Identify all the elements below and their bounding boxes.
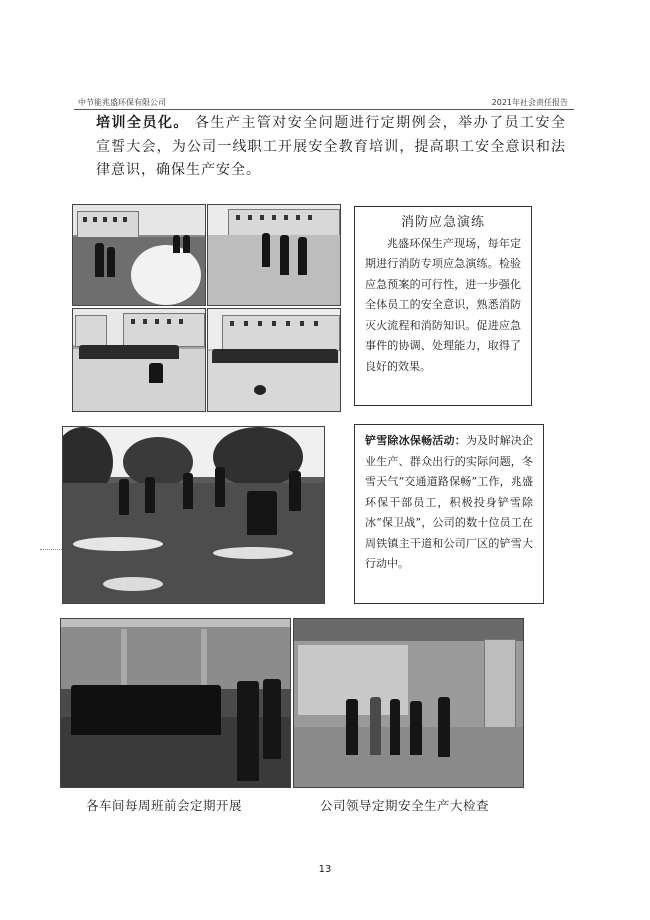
caption-workshop-meeting: 各车间每周班前会定期开展: [86, 798, 243, 813]
snow-clearing-photo: [62, 426, 325, 604]
intro-paragraph: [96, 112, 566, 183]
workshop-meeting-photo: [60, 618, 291, 788]
safety-inspection-photo: [293, 618, 524, 788]
header-divider: [74, 109, 574, 110]
header-report-title: 2021年社会责任报告: [491, 98, 568, 107]
fire-drill-title: 消防应急演练: [400, 215, 485, 230]
snow-clearing-box: [354, 424, 544, 604]
header-company: 中节能兆盛环保有限公司: [78, 98, 166, 107]
margin-mark: [40, 549, 62, 550]
page-number: 13: [318, 864, 332, 875]
intro-lead: 培训全员化。: [96, 115, 189, 131]
fire-drill-photo-4: [207, 308, 341, 412]
fire-drill-photo-3: [72, 308, 206, 412]
snow-clearing-text: [365, 431, 533, 575]
snow-clearing-lead: 铲雪除冰保畅活动：: [365, 434, 466, 447]
caption-safety-inspection: 公司领导定期安全生产大检查: [320, 798, 490, 813]
fire-drill-text: 兆盛环保生产现场，每年定期进行消防专项应急演练。检验应急预案的可行性，进一步强化全体员工的安全意识，熟悉消防灭火流程和消防知识。促进应急事件的协调、处理能力，取得了良好的效果。: [365, 236, 521, 373]
fire-drill-photo-2: [207, 204, 341, 306]
fire-drill-photo-1: [72, 204, 206, 306]
fire-drill-box: [354, 206, 532, 406]
snow-clearing-body: 为及时解决企业生产、群众出行的实际问题，冬雪天气“交通道路保畅”工作，兆盛环保干部员工，积极投身铲雪除冰“保卫战”，公司的数十位员工在周铁镇主干道和公司厂区的铲雪大行动中。: [365, 434, 534, 570]
intro-body: 各生产主管对安全问题进行定期例会，举办了员工安全宣誓大会，为公司一线职工开展安全教育培训，提高职工安全意识和法律意识，确保生产安全。: [96, 115, 567, 178]
